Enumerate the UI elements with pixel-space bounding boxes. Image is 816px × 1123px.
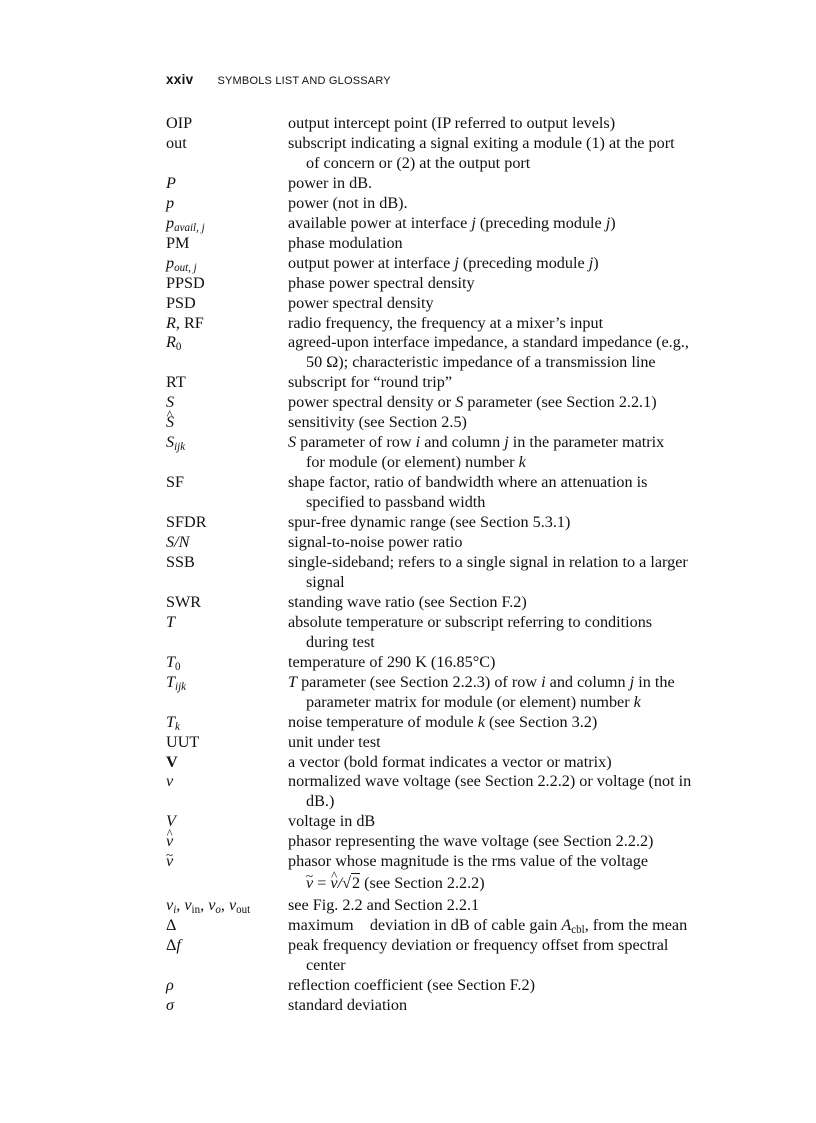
definition-subscript: cbl [571,923,585,936]
definition [288,673,736,713]
definition-variable: j [629,672,635,691]
term: Δ [166,916,177,935]
term-text: , RF [175,313,204,332]
glossary-entry-out [166,134,736,174]
term-subscript: out, j [174,261,197,274]
definition-text: (preceding module [458,253,589,272]
definition: power in dB. [288,173,373,192]
definition [288,473,736,513]
term-symbol: v [208,896,216,915]
glossary-entry-p-out [166,254,736,274]
term-symbol: T [166,712,176,731]
definition [288,393,736,413]
definition: spur-free dynamic range (see Section 5.3.1) [288,513,571,532]
definition-variable: A [561,916,572,935]
term [166,852,288,872]
glossary-entry-oip [166,114,736,134]
glossary-entry-voltages [166,896,736,916]
term-symbol: S [166,433,175,452]
glossary-entry-sigma [166,996,736,1016]
definition: a vector (bold format indicates a vector or matrix) [288,752,612,771]
definition-variable: k [633,692,641,711]
glossary-entry-delta [166,916,736,936]
glossary-entry-v-tilde [166,852,736,896]
term-symbol: Δ [166,936,177,955]
definition-variable: k [477,712,485,731]
definition-line: phasor whose magnitude is the rms value of the voltage [288,852,649,871]
term [166,713,288,733]
term-symbol: v ~ [166,852,173,872]
term-separator: , [220,896,229,915]
definition [288,852,736,896]
definition: temperature of 290 K (16.85°C) [288,652,496,671]
glossary-entry-V-bold [166,753,736,773]
definition-variable: S [455,393,464,412]
definition-line [288,673,736,693]
running-head: SYMBOLS LIST AND GLOSSARY [217,75,391,87]
term [166,433,288,453]
definition-text: available power at interface [288,213,472,232]
definition: see Fig. 2.2 and Section 2.2.1 [288,896,480,915]
glossary-list [166,114,736,1016]
term-subscript: out [236,903,251,916]
term-subscript: ijk [175,680,187,693]
definition-variable: S [288,433,297,452]
definition-text: in the [634,672,675,691]
term-subscript: in [191,903,201,916]
term: S [166,393,175,412]
term-symbol: R [166,313,176,332]
radical-sign: √ [342,874,351,893]
definition-line: of concern or (2) at the output port [306,153,531,172]
term: P [166,173,176,192]
equation-operator: / [337,874,343,893]
definition-text: noise temperature of module [288,712,478,731]
definition-variable: j [454,253,459,272]
term [166,653,288,673]
definition-line: absolute temperature or subscript referring to conditions [288,612,653,631]
glossary-entry-P [166,174,736,194]
glossary-entry-ppsd [166,274,736,294]
term-subscript: 0 [175,341,182,354]
term-symbol: S ^ [166,413,174,433]
glossary-entry-psd [166,294,736,314]
term-symbol: R [166,333,176,352]
glossary-entry-T [166,613,736,653]
glossary-entry-p-avail [166,214,736,234]
definition-text: (see Section 3.2) [484,712,598,731]
term [166,314,288,334]
definition-text: ) [610,213,616,232]
term: v [166,772,174,791]
glossary-entry-uut [166,733,736,753]
definition [288,936,736,976]
term-symbol: v [228,896,237,915]
glossary-entry-Tk [166,713,736,733]
glossary-entry-rt [166,373,736,393]
glossary-entry-delta-f [166,936,736,976]
definition: subscript for “round trip” [288,373,453,392]
definition-line: dB.) [306,792,335,811]
term-subscript: o [215,903,221,916]
term: SFDR [166,513,207,532]
glossary-entry-S-ijk [166,433,736,473]
definition-line: center [306,956,346,975]
definition [288,254,736,274]
equation-operator: = [313,874,331,893]
definition: unit under test [288,732,381,751]
definition-text: , from the mean [584,916,688,935]
definition-text: for module (or element) number [306,453,519,472]
term: σ [166,995,174,1014]
definition: sensitivity (see Section 2.5) [288,413,467,432]
term-subscript: ijk [174,441,186,453]
glossary-entry-rho [166,976,736,996]
term-symbol: f [176,936,181,955]
definition-text: and column [420,433,505,452]
term: ρ [166,975,174,994]
glossary-entry-swr [166,593,736,613]
term-symbol: T [166,672,176,691]
definition-variable: k [518,453,526,472]
term: V [166,752,178,771]
term: RT [166,373,186,392]
definition-text: (preceding module [475,213,606,232]
term-separator: , [200,896,209,915]
definition-variable: j [504,433,509,452]
glossary-entry-ssb [166,553,736,593]
definition-text: power spectral density or [288,393,456,412]
definition-variable: i [415,433,421,452]
term: PM [166,233,190,252]
definition-text: parameter (see Section 2.2.1) [463,393,657,412]
equation [288,874,736,894]
term: p [166,193,175,212]
term: OIP [166,114,193,132]
definition: power (not in dB). [288,193,408,212]
definition-line: shape factor, ratio of bandwidth where an attenuation is [288,473,648,492]
term [166,254,288,274]
definition-line: agreed-upon interface impedance, a standard impedance (e.g., [288,333,689,352]
definition-text: in the parameter matrix [508,433,665,452]
definition: signal-to-noise power ratio [288,533,463,552]
term-symbol: v [166,896,174,915]
glossary-entry-T0 [166,653,736,673]
definition-variable: i [541,672,546,691]
term: UUT [166,732,200,751]
definition [288,772,736,812]
glossary-entry-s-n [166,533,736,553]
term [166,214,288,234]
definition-text: parameter (see Section 2.2.3) of row [297,672,542,691]
term [166,832,288,852]
glossary-entry-T-ijk [166,673,736,713]
definition-line: during test [306,632,375,651]
definition-variable: j [588,253,594,272]
definition-line: single-sideband; refers to a single signal in relation to a larger [288,552,688,571]
definition-line: subscript indicating a signal exiting a module (1) at the port [288,133,675,152]
definition-line: peak frequency deviation or frequency offset from spectral [288,936,669,955]
term [166,333,288,353]
definition-variable: T [288,672,298,691]
definition: standing wave ratio (see Section F.2) [288,592,527,611]
glossary-entry-sfdr [166,513,736,533]
definition-line: 50 Ω); characteristic impedance of a transmission line [306,353,656,372]
definition-line [288,693,736,713]
term [166,896,288,916]
definition-line: signal [306,572,345,591]
definition-line [288,433,736,453]
definition-variable: j [605,213,611,232]
equation-symbol: v ~ [306,874,313,894]
definition: radio frequency, the frequency at a mixer’s input [288,313,604,332]
definition-text: (see Section 2.2.2) [360,874,485,893]
definition-text: parameter matrix for module (or element) number [306,692,634,711]
equation-symbol: v ^ [330,874,337,894]
glossary-entry-r-rf [166,314,736,334]
definition: reflection coefficient (see Section F.2) [288,975,535,994]
term: V [166,812,176,831]
definition: phase modulation [288,233,403,252]
term-symbol: v [184,896,192,915]
glossary-entry-r0 [166,333,736,373]
definition-line: specified to passband width [306,493,486,512]
term: SF [166,473,185,492]
definition-variable: j [471,213,476,232]
definition: voltage in dB [288,812,376,831]
square-root [342,874,360,894]
term [166,673,288,693]
definition-text: output power at interface [288,253,455,272]
term: out [166,133,187,152]
term-symbol: T [166,652,176,671]
term [166,936,288,956]
term-separator: , [176,896,185,915]
term: SWR [166,592,202,611]
term-subscript: k [175,720,180,733]
definition [288,916,736,936]
term: T [166,612,176,631]
glossary-entry-sf [166,473,736,513]
definition-line: normalized wave voltage (see Section 2.2.2) or voltage (not in [288,772,692,791]
page-header [166,72,391,92]
term-subscript: i [173,903,177,916]
term-subscript: 0 [175,660,181,673]
definition [288,713,736,733]
definition: phasor representing the wave voltage (see Section 2.2.2) [288,832,654,851]
definition-text: and column [545,672,630,691]
glossary-entry-p [166,194,736,214]
term: S/N [166,533,190,552]
definition-text: parameter of row [296,433,416,452]
definition [288,214,736,234]
glossary-entry-S [166,393,736,413]
definition: power spectral density [288,293,434,312]
definition [288,134,736,174]
term: PSD [166,293,196,312]
definition: output intercept point (IP referred to output levels) [288,114,616,132]
term-symbol: p [166,213,175,232]
term [166,413,288,433]
definition [288,553,736,593]
definition-line [288,453,736,473]
glossary-entry-V [166,812,736,832]
definition: standard deviation [288,995,408,1014]
definition-text: ) [593,253,599,272]
term-symbol: v ^ [166,832,173,852]
glossary-entry-S-hat [166,413,736,433]
term-subscript: avail, j [174,221,205,234]
glossary-entry-v-hat [166,832,736,852]
definition [288,333,736,373]
term: PPSD [166,273,205,292]
radicand: 2 [352,874,361,893]
term-symbol: p [166,253,175,272]
definition-text: maximum deviation in dB of cable gain [288,916,562,935]
definition: phase power spectral density [288,273,475,292]
page-number: xxiv [166,72,194,87]
term: SSB [166,552,195,571]
definition [288,613,736,653]
glossary-entry-v [166,772,736,812]
glossary-entry-pm [166,234,736,254]
definition [288,433,736,473]
